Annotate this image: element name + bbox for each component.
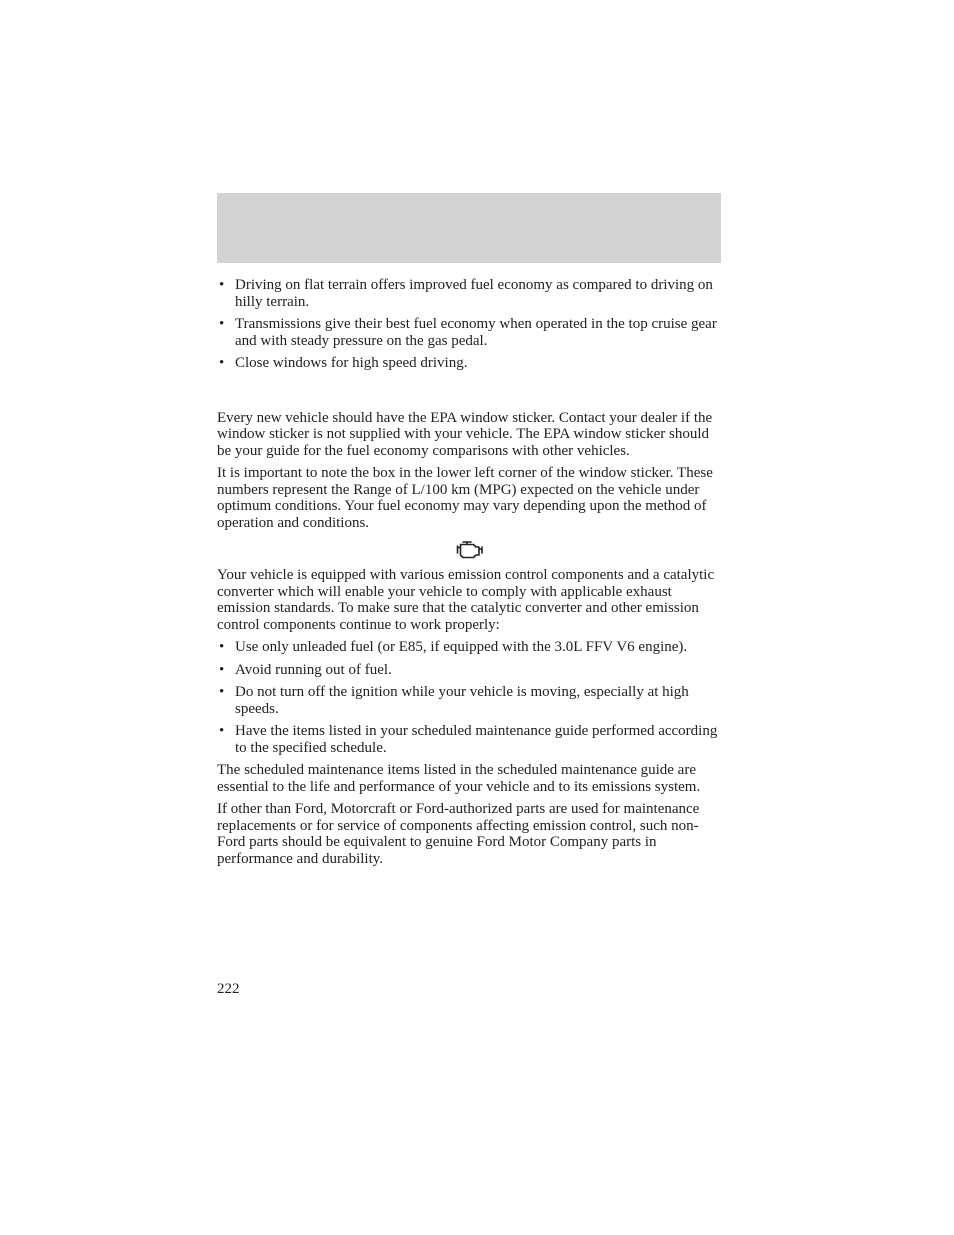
section-spacer: [217, 378, 721, 410]
list-item-text: Do not turn off the ignition while your vehicle is moving, especially at high speeds.: [235, 684, 689, 717]
driving-tips-list: [217, 277, 721, 372]
bullet-glyph: •: [219, 316, 225, 332]
bullet-glyph: •: [219, 277, 225, 293]
bullet-glyph: •: [219, 639, 225, 655]
bullet-glyph: •: [219, 661, 225, 678]
list-item: [217, 316, 721, 349]
emission-icon-row: [217, 537, 721, 567]
maintenance-paragraph: The scheduled maintenance items listed in the scheduled maintenance guide are essential to the life and performance of your vehicle and to its emissions system.: [217, 762, 701, 795]
list-item: [217, 723, 721, 756]
emission-care-list: [217, 639, 721, 756]
list-item: [217, 277, 721, 310]
list-item-text: Driving on flat terrain offers improved fuel economy as compared to driving on hilly terrain.: [235, 277, 713, 310]
emission-intro-paragraph: Your vehicle is equipped with various emission control components and a catalytic converter which will enable your vehicle to comply with applicable exhaust emission standards. To make sure that the catalytic converter and other emission control components continue to work properly:: [217, 567, 715, 633]
list-item-text: Have the items listed in your scheduled maintenance guide performed according to the specified schedule.: [235, 723, 718, 756]
page-number: 222: [217, 981, 240, 997]
list-item: [217, 684, 721, 717]
window-sticker-range-paragraph: It is important to note the box in the lower left corner of the window sticker. These numbers represent the Range of L/100 km (MPG) expected on the vehicle under optimum conditions. Your fuel economy may vary depending upon the method of operation and conditions.: [217, 465, 713, 531]
page-content: [217, 277, 721, 873]
list-item-text: Use only unleaded fuel (or E85, if equipped with the 3.0L FFV V6 engine).: [235, 639, 688, 655]
list-item: [217, 639, 721, 656]
list-item: [217, 355, 721, 372]
bullet-glyph: •: [219, 684, 225, 700]
list-item-text: Transmissions give their best fuel economy when operated in the top cruise gear and with steady pressure on the gas pedal.: [235, 316, 717, 349]
list-item-text: Avoid running out of fuel.: [235, 661, 392, 678]
epa-sticker-paragraph: Every new vehicle should have the EPA window sticker. Contact your dealer if the window sticker is not supplied with your vehicle. The EPA window sticker should be your guide for the fuel economy comparisons with other vehicles.: [217, 409, 713, 459]
parts-paragraph: If other than Ford, Motorcraft or Ford-authorized parts are used for maintenance replacements or for service of components affecting emission control, such non-Ford parts should be equivalent to genuine Ford Motor Company parts in performance and durability.: [217, 801, 700, 867]
check-engine-icon: [454, 539, 484, 559]
section-header-band: [217, 193, 721, 263]
bullet-glyph: •: [219, 355, 225, 371]
bullet-glyph: •: [219, 723, 225, 739]
list-item-text: Close windows for high speed driving.: [235, 355, 468, 371]
list-item: [217, 662, 721, 679]
